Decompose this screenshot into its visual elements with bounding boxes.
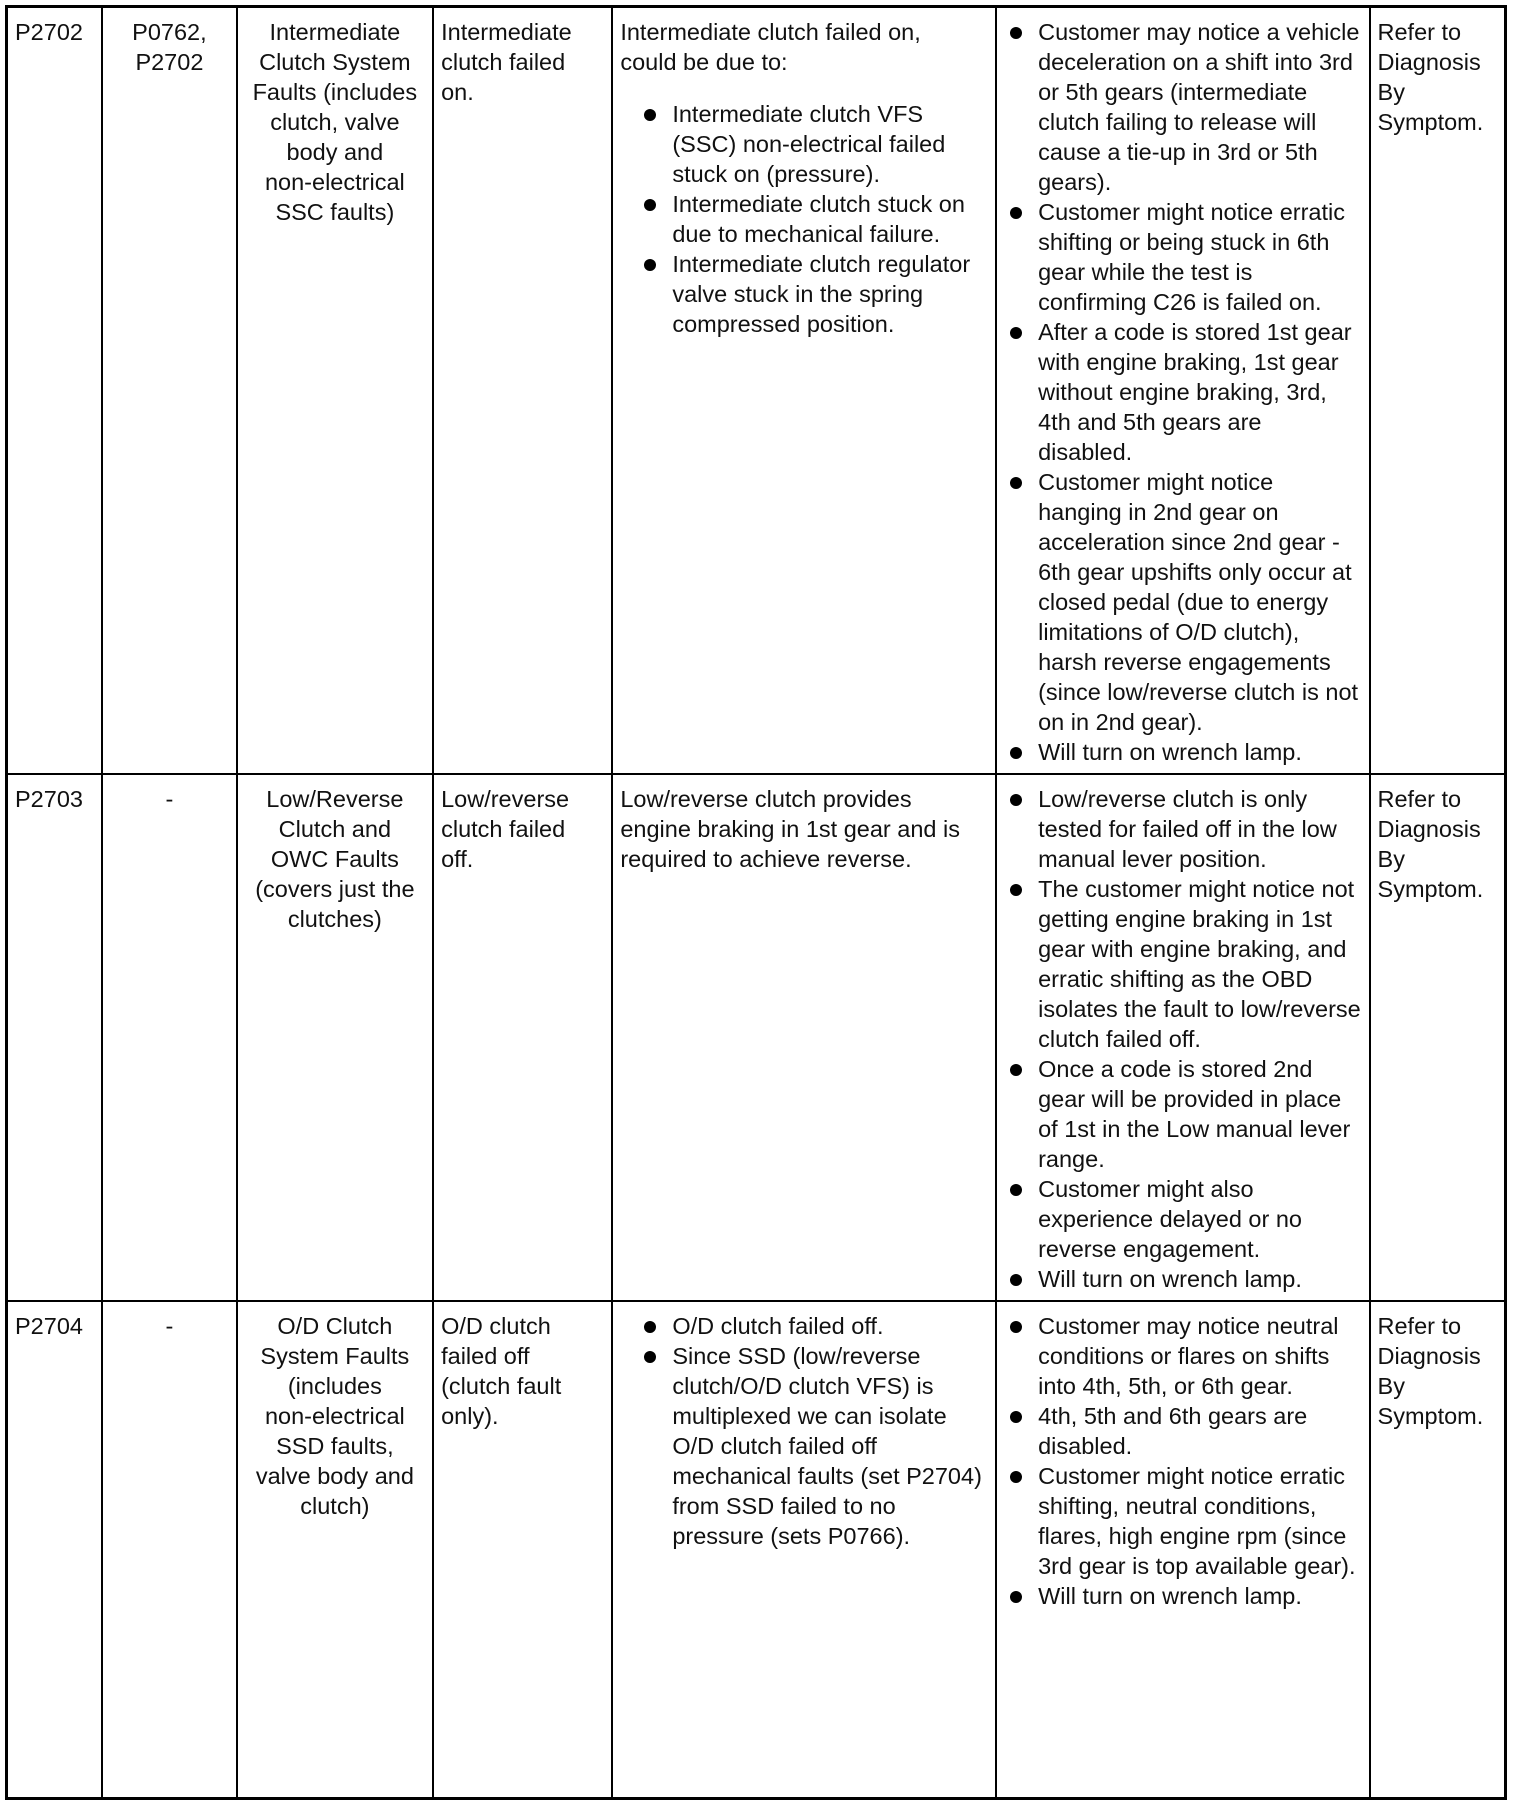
fault-description: Low/Reverse Clutch and OWC Faults (covers just the clutches): [255, 786, 415, 932]
description-cell: [237, 1301, 433, 1797]
dtc-code-cell: [8, 774, 102, 1301]
list-item: Since SSD (low/reverse clutch/O/D clutch VFS) is multiplexed we can isolate O/D clutch failed off mechanical faults (set P2704) from SSD failed to no pressure (sets P0766).: [638, 1341, 988, 1551]
list-item: Customer may notice a vehicle deceleration on a shift into 3rd or 5th gears (intermediate clutch failing to release will cause a tie-up in 3rd or 5th gears).: [1004, 17, 1361, 197]
action-text: Refer to Diagnosis By Symptom.: [1377, 19, 1484, 135]
dtc-document-page: [5, 5, 1507, 1800]
fault-description: O/D Clutch System Faults (includes non-electrical SSD faults, valve body and clutch): [255, 1313, 414, 1519]
fault-description: Intermediate Clutch System Faults (includes clutch, valve body and non-electrical SSC faults): [252, 19, 418, 225]
action-text: Refer to Diagnosis By Symptom.: [1377, 1313, 1484, 1429]
monitor-intro: Low/reverse clutch provides engine braking in 1st gear and is required to achieve reverse.: [620, 786, 960, 872]
action-cell: [1370, 1301, 1504, 1797]
monitor-cell: [612, 774, 996, 1301]
list-item: Intermediate clutch stuck on due to mechanical failure.: [638, 189, 988, 249]
list-item: Intermediate clutch regulator valve stuck in the spring compressed position.: [638, 249, 988, 339]
related-codes: P0762, P2702: [132, 19, 207, 75]
dtc-code: P2703: [15, 786, 83, 812]
related-codes: -: [165, 1313, 174, 1339]
dtc-code: P2704: [15, 1313, 83, 1339]
symptoms-cell: [996, 8, 1369, 774]
table-row: [8, 8, 1504, 774]
list-item: Customer may notice neutral conditions or flares on shifts into 4th, 5th, or 6th gear.: [1004, 1311, 1361, 1401]
symptoms-bullet-list: [1004, 1311, 1361, 1611]
monitor-cell: [612, 1301, 996, 1797]
symptoms-cell: [996, 1301, 1369, 1797]
monitor-intro: Intermediate clutch failed on, could be due to:: [620, 19, 921, 75]
list-item: Customer might notice hanging in 2nd gear on acceleration since 2nd gear - 6th gear upshifts only occur at closed pedal (due to energy limitations of O/D clutch), harsh reverse engagements (since low/reverse clutch is not on in 2nd gear).: [1004, 467, 1361, 737]
list-item: Customer might also experience delayed or no reverse engagement.: [1004, 1174, 1361, 1264]
dtc-table: [8, 8, 1504, 1797]
list-item: After a code is stored 1st gear with engine braking, 1st gear without engine braking, 3rd, 4th and 5th gears are disabled.: [1004, 317, 1361, 467]
list-item: Will turn on wrench lamp.: [1004, 1581, 1361, 1611]
description-cell: [237, 8, 433, 774]
symptoms-cell: [996, 774, 1369, 1301]
failure-mode: Intermediate clutch failed on.: [441, 19, 572, 105]
related-codes-cell: [102, 774, 236, 1301]
related-codes-cell: [102, 8, 236, 774]
action-cell: [1370, 8, 1504, 774]
failure-mode: O/D clutch failed off (clutch fault only).: [441, 1313, 562, 1429]
action-cell: [1370, 774, 1504, 1301]
related-codes-cell: [102, 1301, 236, 1797]
dtc-code-cell: [8, 8, 102, 774]
related-codes: -: [165, 786, 174, 812]
failure-mode-cell: [433, 1301, 612, 1797]
symptoms-bullet-list: [1004, 784, 1361, 1294]
table-row: [8, 774, 1504, 1301]
table-row: [8, 1301, 1504, 1797]
list-item: Customer might notice erratic shifting, neutral conditions, flares, high engine rpm (since 3rd gear is top available gear).: [1004, 1461, 1361, 1581]
list-item: Will turn on wrench lamp.: [1004, 1264, 1361, 1294]
list-item: 4th, 5th and 6th gears are disabled.: [1004, 1401, 1361, 1461]
list-item: Will turn on wrench lamp.: [1004, 737, 1361, 767]
monitor-bullet-list: [620, 1311, 988, 1551]
list-item: Once a code is stored 2nd gear will be provided in place of 1st in the Low manual lever range.: [1004, 1054, 1361, 1174]
list-item: Intermediate clutch VFS (SSC) non-electrical failed stuck on (pressure).: [638, 99, 988, 189]
dtc-code-cell: [8, 1301, 102, 1797]
list-item: Customer might notice erratic shifting or being stuck in 6th gear while the test is confirming C26 is failed on.: [1004, 197, 1361, 317]
list-item: O/D clutch failed off.: [638, 1311, 988, 1341]
monitor-cell: [612, 8, 996, 774]
monitor-bullet-list: [620, 99, 988, 339]
failure-mode: Low/reverse clutch failed off.: [441, 786, 570, 872]
failure-mode-cell: [433, 8, 612, 774]
description-cell: [237, 774, 433, 1301]
failure-mode-cell: [433, 774, 612, 1301]
dtc-code: P2702: [15, 19, 83, 45]
list-item: The customer might notice not getting engine braking in 1st gear with engine braking, and erratic shifting as the OBD isolates the fault to low/reverse clutch failed off.: [1004, 874, 1361, 1054]
action-text: Refer to Diagnosis By Symptom.: [1377, 786, 1484, 902]
list-item: Low/reverse clutch is only tested for failed off in the low manual lever position.: [1004, 784, 1361, 874]
symptoms-bullet-list: [1004, 17, 1361, 767]
